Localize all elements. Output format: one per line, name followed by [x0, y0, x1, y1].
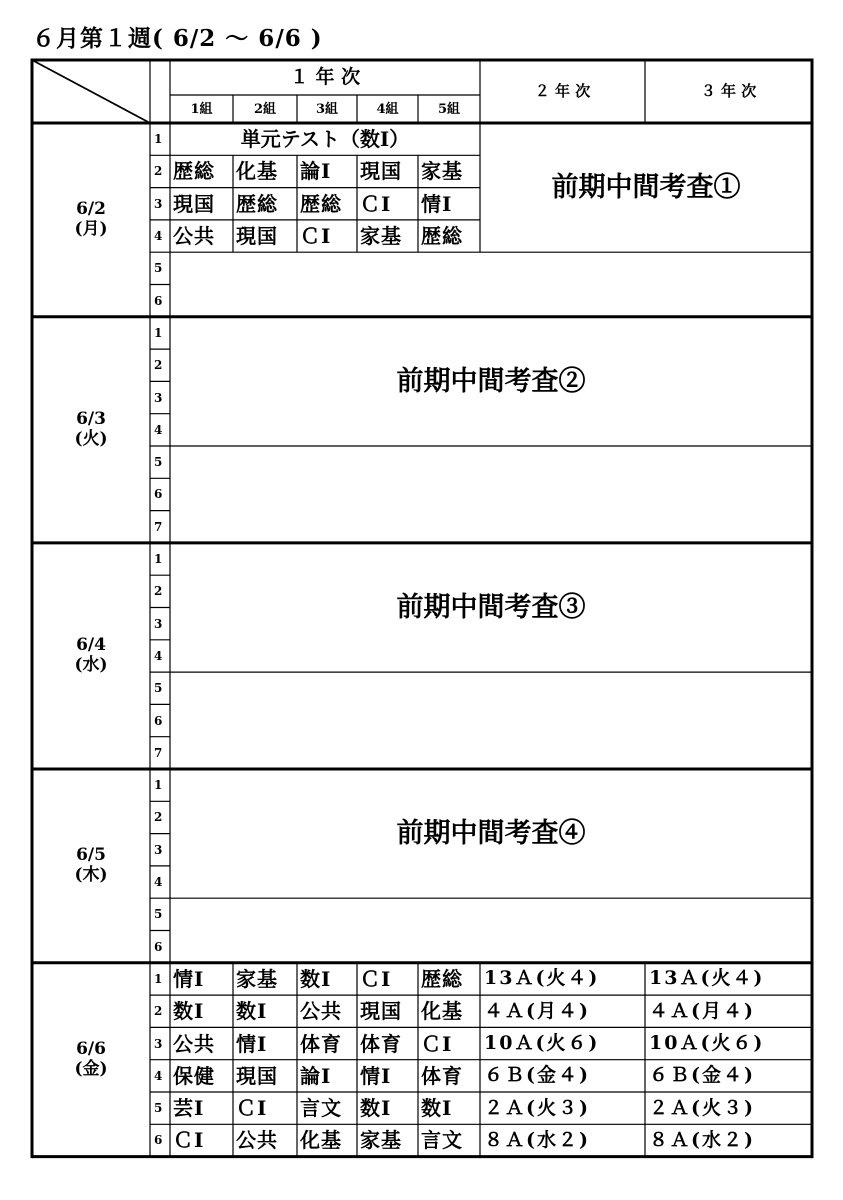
date-label: 6/5 [76, 845, 106, 866]
period-number: 5 [154, 681, 163, 696]
period-number: 2 [154, 358, 163, 373]
period-number: 2 [154, 1004, 163, 1019]
period-number: 6 [154, 939, 163, 954]
subject-cell: 家基 [360, 1128, 402, 1153]
subject-cell: 家基 [236, 966, 278, 991]
period-number: 1 [154, 132, 163, 147]
grade3-room-cell: ２Ａ(火３) [649, 1096, 755, 1119]
date-cell [32, 769, 150, 963]
period-number: 5 [154, 455, 163, 470]
date-cell [32, 123, 150, 317]
date-label: 6/6 [76, 1039, 106, 1060]
period-number: 6 [154, 1133, 163, 1148]
subject-cell: ＣⅠ [236, 1096, 268, 1121]
subject-cell: ＣⅠ [300, 224, 332, 249]
grade3-room-cell: 13Ａ(火４) [649, 967, 765, 990]
period-number: 1 [154, 778, 163, 793]
period-number: 6 [154, 293, 163, 308]
period-number: 4 [154, 422, 163, 437]
subject-cell: 論Ⅰ [300, 159, 332, 184]
subject-cell: 公共 [173, 1031, 215, 1056]
grade3-room-cell: ４Ａ(月４) [649, 999, 755, 1022]
subject-cell: 現国 [173, 191, 215, 216]
subject-cell: 数Ⅰ [421, 1096, 453, 1121]
grade2-room-cell: 10Ａ(火６) [484, 1032, 600, 1055]
class-header: 3組 [315, 101, 339, 117]
subject-cell: ＣⅠ [360, 966, 392, 991]
subject-cell: 歴総 [421, 224, 463, 249]
date-label: 6/4 [76, 635, 106, 656]
weekday-label: (火) [74, 428, 108, 449]
period-number: 3 [154, 196, 163, 211]
period-number: 2 [154, 810, 163, 825]
period-number: 3 [154, 1036, 163, 1051]
period-number: 2 [154, 164, 163, 179]
period-number: 3 [154, 842, 163, 857]
subject-cell: 化基 [300, 1128, 342, 1153]
grade1-header: １ 年 次 [289, 66, 361, 88]
subject-cell: 数Ⅰ [173, 999, 205, 1024]
grade3-room-cell: ６Ｂ(金４) [649, 1064, 755, 1087]
grade3-room-cell: 10Ａ(火６) [649, 1032, 765, 1055]
class-header: 5組 [437, 101, 461, 117]
subject-cell: 体育 [421, 1063, 463, 1088]
weekday-label: (水) [74, 654, 108, 675]
date-cell [32, 963, 150, 1157]
weekday-label: (月) [74, 218, 108, 239]
subject-cell: 情Ⅰ [421, 191, 453, 216]
subject-cell: 歴総 [236, 191, 278, 216]
subject-cell: 情Ⅰ [173, 966, 205, 991]
date-label: 6/2 [76, 199, 106, 220]
period-number: 4 [154, 1068, 163, 1083]
period-number: 6 [154, 713, 163, 728]
subject-cell: 数Ⅰ [236, 999, 268, 1024]
grade2-room-cell: ６Ｂ(金４) [484, 1064, 590, 1087]
subject-cell: 体育 [300, 1031, 342, 1056]
grade2-room-cell: ４Ａ(月４) [484, 999, 590, 1022]
subject-cell: 公共 [300, 999, 342, 1024]
date-cell [32, 317, 150, 543]
period-number: 3 [154, 390, 163, 405]
grade2-room-cell: ２Ａ(火３) [484, 1096, 590, 1119]
class-header: 1組 [190, 101, 213, 117]
subject-cell: 言文 [300, 1096, 342, 1121]
subject-cell: 論Ⅰ [300, 1063, 332, 1088]
subject-cell: 現国 [236, 1063, 278, 1088]
subject-cell: 化基 [236, 159, 278, 184]
subject-cell: 芸Ⅰ [173, 1096, 205, 1121]
class-header: 2組 [253, 101, 277, 117]
subject-cell: 家基 [360, 224, 402, 249]
period-number: 5 [154, 1101, 163, 1116]
period-number: 4 [154, 648, 163, 663]
class-header: 4組 [376, 101, 399, 117]
subject-cell: ＣⅠ [173, 1128, 205, 1153]
weekday-label: (木) [74, 864, 108, 885]
exam-label: 前期中間考査③ [396, 591, 586, 623]
subject-cell: ＣⅠ [360, 191, 392, 216]
subject-cell: 家基 [421, 159, 463, 184]
subject-cell: 化基 [421, 999, 463, 1024]
subject-cell: 数Ⅰ [360, 1096, 392, 1121]
subject-cell: 公共 [236, 1128, 278, 1153]
grade2-room-cell: 13Ａ(火４) [484, 967, 600, 990]
subject-cell: 数Ⅰ [300, 966, 332, 991]
subject-cell: 言文 [421, 1128, 463, 1153]
date-label: 6/3 [76, 409, 106, 430]
subject-cell: 情Ⅰ [236, 1031, 268, 1056]
period-number: 7 [154, 745, 163, 760]
exam-label: 前期中間考査④ [396, 818, 586, 850]
page-title: ６月第１週( 6/2 〜 6/6 ) [32, 25, 323, 52]
period-number: 1 [154, 325, 163, 340]
grade3-room-cell: ８Ａ(水２) [649, 1128, 755, 1151]
unit-test-label: 単元テスト（数Ⅰ） [240, 127, 410, 152]
subject-cell: 現国 [360, 999, 402, 1024]
grade2-header: ２ 年 次 [534, 82, 591, 100]
grade2-room-cell: ８Ａ(水２) [484, 1128, 590, 1151]
subject-cell: 歴総 [300, 191, 342, 216]
subject-cell: 体育 [360, 1031, 402, 1056]
exam-label: 前期中間考査② [396, 365, 586, 397]
subject-cell: 歴総 [421, 966, 463, 991]
period-number: 6 [154, 487, 163, 502]
subject-cell: 情Ⅰ [360, 1063, 392, 1088]
period-number: 1 [154, 971, 163, 986]
period-number: 4 [154, 875, 163, 890]
weekday-label: (金) [74, 1058, 108, 1079]
period-number: 4 [154, 229, 163, 244]
header-diagonal-line [32, 60, 150, 123]
subject-cell: 現国 [360, 159, 402, 184]
period-number: 5 [154, 261, 163, 276]
subject-cell: 歴総 [173, 159, 215, 184]
subject-cell: 現国 [236, 224, 278, 249]
period-number: 2 [154, 584, 163, 599]
date-cell [32, 543, 150, 769]
subject-cell: 公共 [173, 224, 215, 249]
period-number: 5 [154, 907, 163, 922]
subject-cell: ＣⅠ [421, 1031, 453, 1056]
subject-cell: 保健 [173, 1063, 215, 1088]
period-number: 7 [154, 519, 163, 534]
grade3-header: ３ 年 次 [700, 82, 757, 100]
period-number: 1 [154, 552, 163, 567]
period-number: 3 [154, 616, 163, 631]
exam-label: 前期中間考査① [551, 172, 741, 204]
